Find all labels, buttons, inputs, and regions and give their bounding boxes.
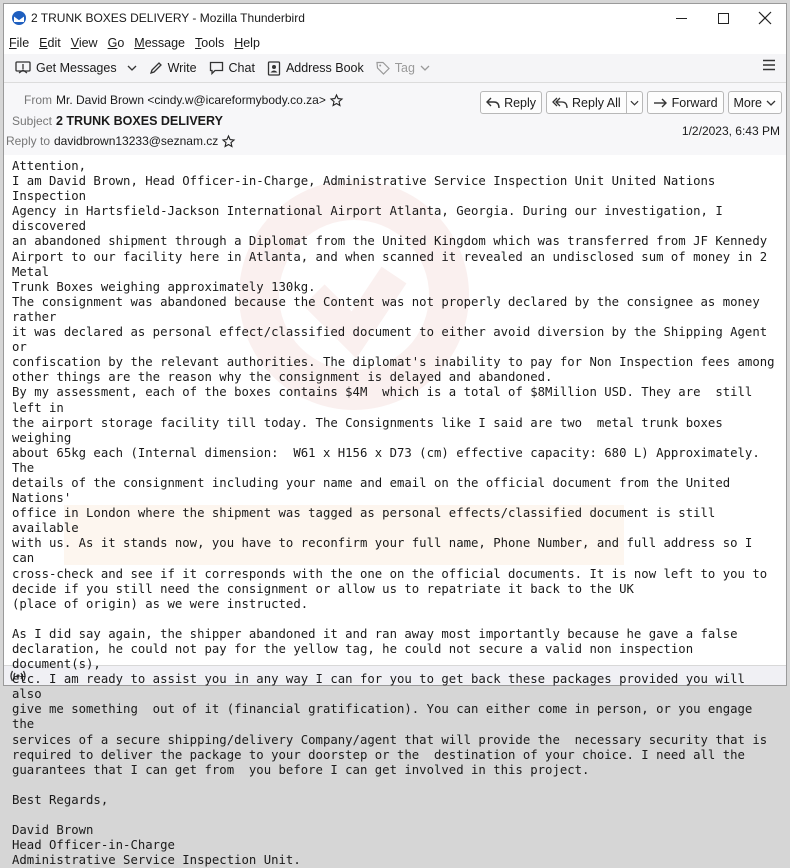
forward-label: Forward <box>671 95 718 110</box>
star-icon[interactable] <box>330 94 343 107</box>
reply-icon <box>486 97 500 109</box>
main-toolbar <box>4 54 786 83</box>
message-actions <box>476 91 782 114</box>
subject-row <box>4 111 223 131</box>
reply-all-label: Reply All <box>572 95 621 110</box>
address-book-icon <box>267 61 281 76</box>
maximize-button[interactable] <box>702 4 744 32</box>
more-button[interactable] <box>728 91 782 114</box>
thunderbird-window <box>3 3 787 868</box>
reply-all-button[interactable] <box>546 91 627 114</box>
menu-go[interactable]: Go <box>107 36 125 50</box>
download-mail-icon <box>15 61 31 75</box>
menu-view[interactable]: View <box>70 36 98 50</box>
more-label: More <box>733 95 762 110</box>
forward-icon <box>653 97 668 109</box>
message-date: 1/2/2023, 6:43 PM <box>681 124 780 138</box>
reply-to-value[interactable]: davidbrown13233@seznam.cz <box>54 134 219 148</box>
forward-button[interactable] <box>647 91 724 114</box>
get-messages-label: Get Messages <box>36 61 117 75</box>
chevron-down-icon <box>630 100 639 106</box>
reply-to-label: Reply to <box>5 134 50 148</box>
star-icon[interactable] <box>222 135 235 148</box>
address-book-button[interactable] <box>262 56 369 80</box>
reply-button[interactable] <box>480 91 542 114</box>
maximize-icon <box>718 13 729 24</box>
reply-to-row <box>4 131 235 151</box>
tag-label: Tag <box>394 61 415 75</box>
close-button[interactable] <box>744 4 786 32</box>
menu-bar <box>4 32 786 54</box>
thunderbird-icon <box>11 10 27 26</box>
chat-icon <box>209 61 224 75</box>
title-bar <box>4 4 786 32</box>
reply-label: Reply <box>504 95 537 110</box>
get-messages-button[interactable] <box>10 56 122 80</box>
chevron-down-icon <box>420 65 430 71</box>
menu-message[interactable]: Message <box>134 36 186 50</box>
close-icon <box>759 12 771 24</box>
menu-tools[interactable]: Tools <box>195 36 225 50</box>
from-value[interactable]: Mr. David Brown <cindy.w@icareformybody.co.za> <box>56 93 326 107</box>
chat-label: Chat <box>228 61 255 75</box>
from-label: From <box>24 93 52 107</box>
tag-button[interactable] <box>371 56 435 80</box>
pencil-icon <box>149 61 163 75</box>
subject-label: Subject <box>11 114 52 128</box>
address-book-label: Address Book <box>285 61 364 75</box>
hamburger-menu-icon <box>762 59 776 71</box>
chevron-down-icon <box>127 65 137 71</box>
tag-icon <box>376 61 390 75</box>
chevron-down-icon <box>766 100 776 106</box>
minimize-icon <box>676 13 687 24</box>
menu-file[interactable]: File <box>9 36 30 50</box>
minimize-button[interactable] <box>660 4 702 32</box>
reply-all-split <box>546 91 643 114</box>
reply-all-dropdown[interactable] <box>627 91 643 114</box>
subject-value: 2 TRUNK BOXES DELIVERY <box>56 114 223 128</box>
app-menu-button[interactable] <box>762 59 776 74</box>
window-title: 2 TRUNK BOXES DELIVERY - Mozilla Thunderbird <box>31 11 305 25</box>
menu-edit[interactable]: Edit <box>39 36 61 50</box>
write-button[interactable] <box>144 56 202 80</box>
reply-all-icon <box>552 97 568 109</box>
get-messages-dropdown[interactable] <box>124 56 140 80</box>
write-label: Write <box>167 61 197 75</box>
message-text: Attention, I am David Brown, Head Officer-in-Charge, Administrative Service Inspection Unit United Nations Inspection Agency in Hartsfield-Jackson International Airport Atlanta, Georgia. During our investigation, I discovered an abandoned shipment through a Diplomat from the United Kingdom which was transferred from JF Kennedy Airport to our facility here in Atlanta, and when scanned it revealed an undisclosed sum of money in 2 Metal Trunk Boxes weighing approximately 130kg. The consignment was abandoned because the Content was not properly declared by the consignee as money rather it was declared as personal effect/classified document to either avoid diversion by the Shipping Agent or confiscation by the relevant authorities. The diplomat's inability to pay for Non Inspection fees among other things are the reason why the consignment is delayed and abandoned. By my assessment, each of the boxes contains $4M which is a total of $8Million USD. They are still left in the airport storage facility till today. The Consignments like I said are two metal trunk boxes weighing about 65kg each (Internal dimension: W61 x H156 x D73 (cm) effective capacity: 680 L) Approximately. The details of the consignment including your name and email on the official document from the United Nations' office in London where the shipment was tagged as personal effects/classified document is still available with us. As it stands now, you have to reconfirm your full name, Phone Number, and full address so I can cross-check and see if it corresponds with the one on the official documents. It is now left to you to decide if you still need the consignment or allow us to repatriate it back to the UK (place of origin) as we were instructed. As I did say again, the shipper abandoned it and ran away most importantly because he gave a false declaration, he could not pay for the yellow tag, he could not secure a valid non inspection document(s), etc. I am ready to assist you in any way I can for you to get back these packages provided you will also give me something out of it (financial gratification). You can either come in person, or you engage the services of a secure shipping/delivery Company/agent that will provide the necessary security that is required to deliver the package to your doorstep or the destination of your choice. I need all the guarantees that I can get from you before I can get involved in this project. Best Regards, David Brown Head Officer-in-Charge Administrative Service Inspection Unit. <box>12 159 775 868</box>
menu-help[interactable]: Help <box>234 36 260 50</box>
message-body <box>4 155 786 868</box>
from-row <box>4 90 343 110</box>
chat-button[interactable] <box>204 56 260 80</box>
